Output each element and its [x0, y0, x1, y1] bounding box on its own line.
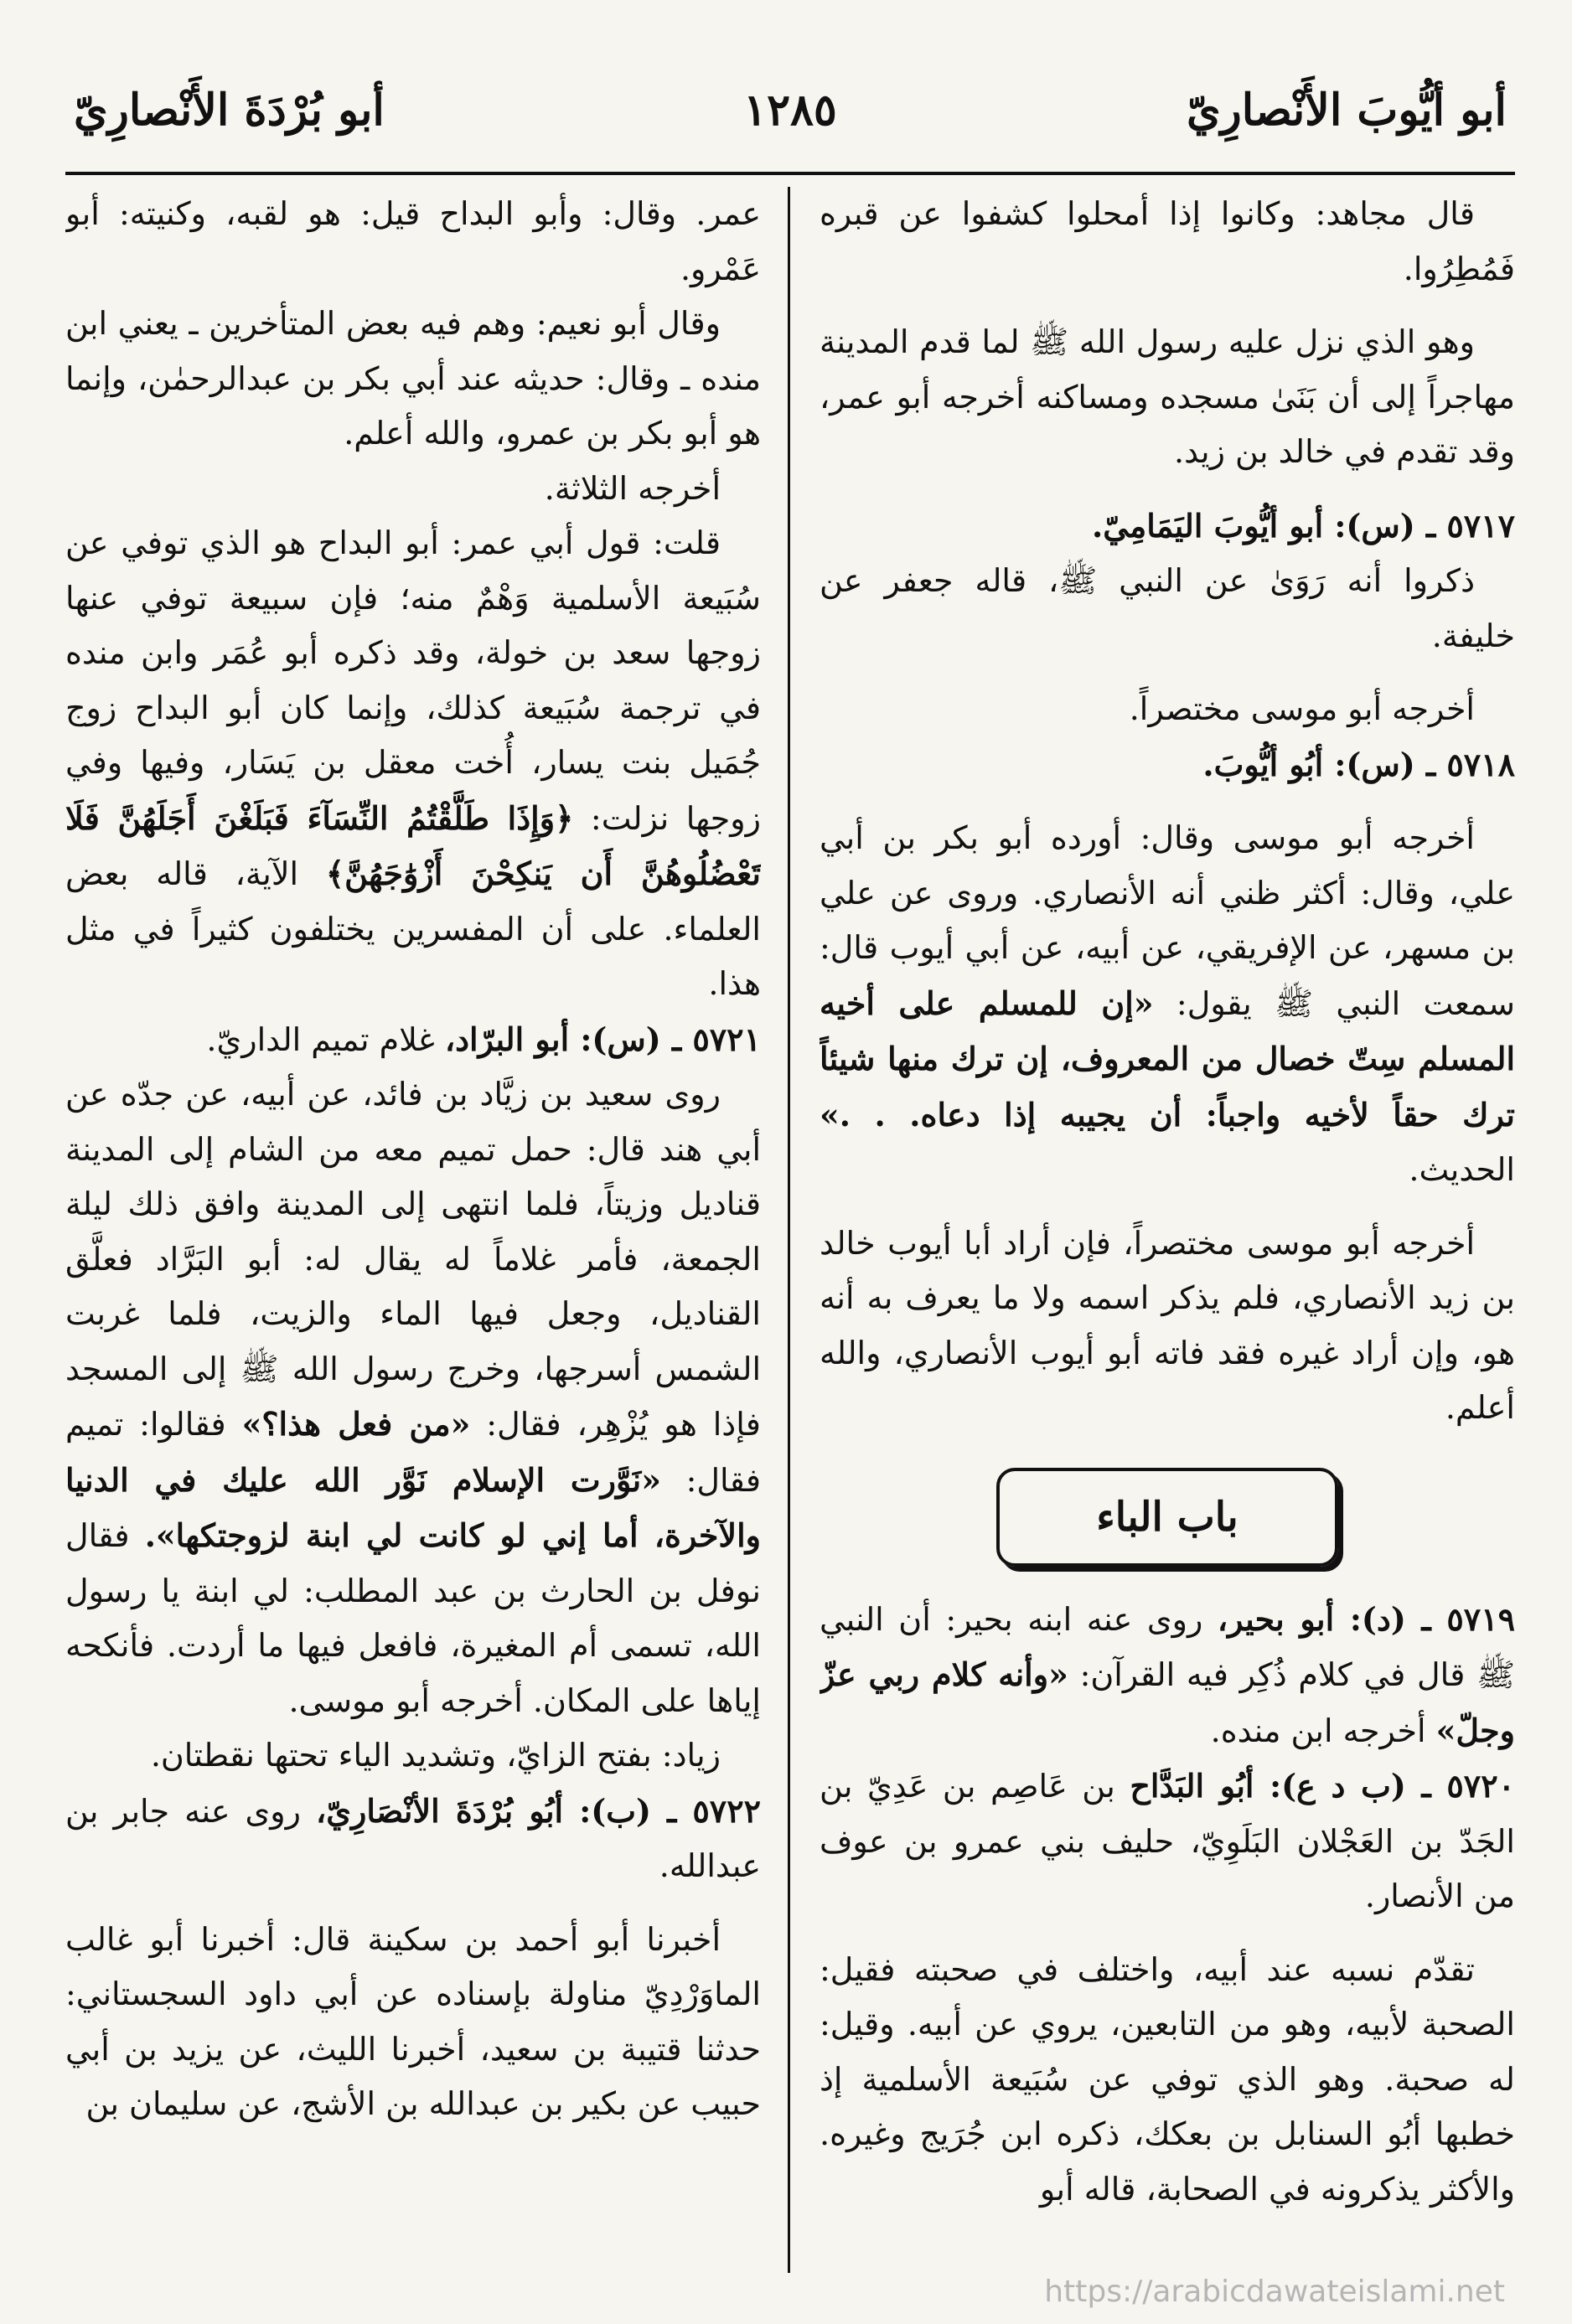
paragraph: أخبرنا أبو أحمد بن سكينة قال: أخبرنا أبو غالب الماوَرْدِيّ مناولة بإسناده عن أبي داود السجستاني: حدثنا قتيبة بن سعيد، أخبرنا الليث، عن يزيد بن أبي حبيب عن بكير بن عبدالله بن الأشج، عن سليمان بن: [65, 1920, 761, 2122]
entry-heading: ٥٧١٧ ـ (س): أبو أيُّوبَ اليَمَامِيّ.: [1091, 506, 1515, 545]
entry-heading: ٥٧٢٢ ـ (ب): أبُو بُرْدَةَ الأنْصَارِيّ،: [316, 1791, 761, 1830]
text: روى عنه جابر بن عبدالله.: [65, 1792, 761, 1884]
page-number: ١٢٨٥: [743, 85, 837, 136]
paragraph: [65, 516, 761, 1012]
entry-heading: ٥٧٢١ ـ (س): أبو البرّاد،: [444, 1020, 761, 1058]
hadith-quote: «نَوَّرت الإسلام نَوَّر الله عليك في الدنيا والآخرة، أما إني لو كانت لي ابنة لزوجتكها».: [65, 1460, 761, 1554]
text: فقالوا: تميم فقال:: [65, 1406, 761, 1499]
text: أخرجه أبو موسى وقال: أورده أبو بكر بن أبي علي، وقال: أكثر ظني أنه الأنصاري. وروى عن علي بن مسهر، عن الإفريقي، عن أبيه، عن أبي أيوب قال: سمعت النبي ﷺ يقول:: [820, 819, 1515, 1022]
text: الحديث.: [1409, 1151, 1515, 1188]
text: قلت: قول أبي عمر: أبو البداح هو الذي توفي عن سُبَيعة الأسلمية وَهْمٌ منه؛ فإن سبيعة توفي عنها زوجها سعد بن خولة، وقد ذكره أبو عُمَر وابن منده في ترجمة سُبَيعة كذلك، وإنما كان أبو البداح زوج جُمَيل بنت يسار، أُخت معقل بن يَسَار، وفيها وفي زوجها نزلت:: [65, 524, 761, 837]
left-column: [65, 187, 761, 2273]
entry-5722: [65, 1784, 761, 1894]
paragraph: أخرجه الثلاثة.: [544, 469, 721, 507]
paragraph: وهو الذي نزل عليه رسول الله ﷺ لما قدم المدينة مهاجراً إلى أن بَنَىٰ مسجده ومساكنه أخرجه أبو عمر، وقد تقدم في خالد بن زيد.: [820, 323, 1515, 470]
header-right-title: أبو أيُّوبَ الأَنْصارِيّ: [1186, 85, 1507, 136]
hadith-quote: «وأنه كلام ربي عزّ وجلّ»: [820, 1655, 1515, 1749]
text: الآية، قاله بعض العلماء. على أن المفسرين يختلفون كثيراً في مثل هذا.: [65, 855, 761, 1002]
paragraph: أخرجه أبو موسى مختصراً، فإن أراد أبا أيوب خالد بن زيد الأنصاري، فلم يذكر اسمه ولا ما يعرف به أنه هو، وإن أراد غيره فقد فاته أبو أيوب الأنصاري، والله أعلم.: [820, 1224, 1515, 1426]
paragraph: [820, 811, 1515, 1198]
quran-quote: ﴿وَإِذَا طَلَّقْتُمُ النِّسَآءَ فَبَلَغْنَ أَجَلَهُنَّ فَلَا تَعْضُلُوهُنَّ أَن يَنكِحْنَ أَزْوَٰجَهُنَّ﴾: [65, 798, 761, 892]
running-header: [65, 80, 1515, 163]
header-left-title: أبو بُرْدَةَ الأَنْصارِيّ: [74, 85, 385, 136]
paragraph: [65, 1067, 761, 1728]
watermark-url: https://arabicdawateislami.net: [1044, 2275, 1505, 2309]
text: فقال نوفل بن الحارث بن عبد المطلب: لي ابنة يا رسول الله، تسمى أم المغيرة، فافعل فيها ما أردت. فأنكحه إياها على المكان. أخرجه أبو موسى.: [65, 1517, 761, 1719]
entry-5718: [820, 737, 1515, 793]
entry-5721: [65, 1012, 761, 1068]
entry-heading: ٥٧١٩ ـ (د): أبو بحير،: [1217, 1599, 1515, 1638]
entry-5717: [820, 498, 1515, 555]
text: أخرجه ابن منده.: [1210, 1712, 1426, 1749]
paragraph: ذكروا أنه رَوَىٰ عن النبي ﷺ، قاله جعفر عن خليفة.: [820, 562, 1515, 654]
hadith-quote: «إن للمسلم على أخيه المسلم سِتّ خصال من المعروف، إن ترك منها شيئاً ترك حقاً لأخيه واجباً: أن يجيبه إذا دعاه. . .»: [820, 984, 1515, 1134]
text: روى سعيد بن زيَّاد بن فائد، عن أبيه، عن جدّه عن أبي هند قال: حمل تميم معه من الشام إلى المدينة قناديل وزيتاً، فلما انتهى إلى المدينة وافق ذلك ليلة الجمعة، فأمر غلاماً له يقال له: أبو البَرَّاد فعلَّق القناديل، وجعل فيها الماء والزيت، فلما غربت الشمس أسرجها، وخرج رسول الله ﷺ إلى المسجد فإذا هو يُزْهِر، فقال:: [65, 1076, 761, 1443]
paragraph: عمر. وقال: وأبو البداح قيل: هو لقبه، وكنيته: أبو عَمْرو.: [65, 195, 761, 287]
book-page: [65, 80, 1515, 2275]
header-rule: [65, 172, 1515, 175]
right-column: [820, 187, 1515, 2273]
text: روى عنه ابنه بحير: أن النبي ﷺ قال في كلام ذُكِر فيه القرآن:: [820, 1600, 1515, 1693]
text: بن عَاصِم بن عَدِيّ بن الجَدّ بن العَجْلان البَلَوِيّ، حليف بني عمرو بن عوف من الأنصار.: [820, 1768, 1515, 1914]
column-divider: [788, 187, 790, 2273]
chapter-heading-box: باب الباء: [996, 1468, 1338, 1567]
paragraph: قال مجاهد: وكانوا إذا أمحلوا كشفوا عن قبره فَمُطِرُوا.: [820, 195, 1515, 287]
paragraph: أخرجه أبو موسى مختصراً.: [1129, 690, 1475, 727]
entry-heading: ٥٧٢٠ ـ (ب د ع): أبُو البَدَّاح: [1130, 1767, 1515, 1805]
text: غلام تميم الداريّ.: [206, 1020, 435, 1058]
entry-5720: [820, 1758, 1515, 1924]
entry-5719: [820, 1592, 1515, 1759]
paragraph: وقال أبو نعيم: وهم فيه بعض المتأخرين ـ يعني ابن منده ـ وقال: حديثه عند أبي بكر بن عبدالرحمٰن، وإنما هو أبو بكر بن عمرو، والله أعلم.: [65, 305, 761, 452]
hadith-quote: «من فعل هذا؟»: [241, 1405, 471, 1443]
entry-heading: ٥٧١٨ ـ (س): أبُو أيُّوبَ.: [1202, 745, 1515, 783]
paragraph: زياد: بفتح الزايّ، وتشديد الياء تحتها نقطتان.: [150, 1737, 721, 1774]
paragraph: تقدّم نسبه عند أبيه، واختلف في صحبته فقيل: الصحبة لأبيه، وهو من التابعين، يروي عن أبيه. وقيل: له صحبة. وهو الذي توفي عن سُبَيعة الأسلمية إذ خطبها أبُو السنابل بن بعكك، ذكره ابن جُرَيج وغيره. والأكثر يذكرونه في الصحابة، قاله أبو: [820, 1950, 1515, 2208]
